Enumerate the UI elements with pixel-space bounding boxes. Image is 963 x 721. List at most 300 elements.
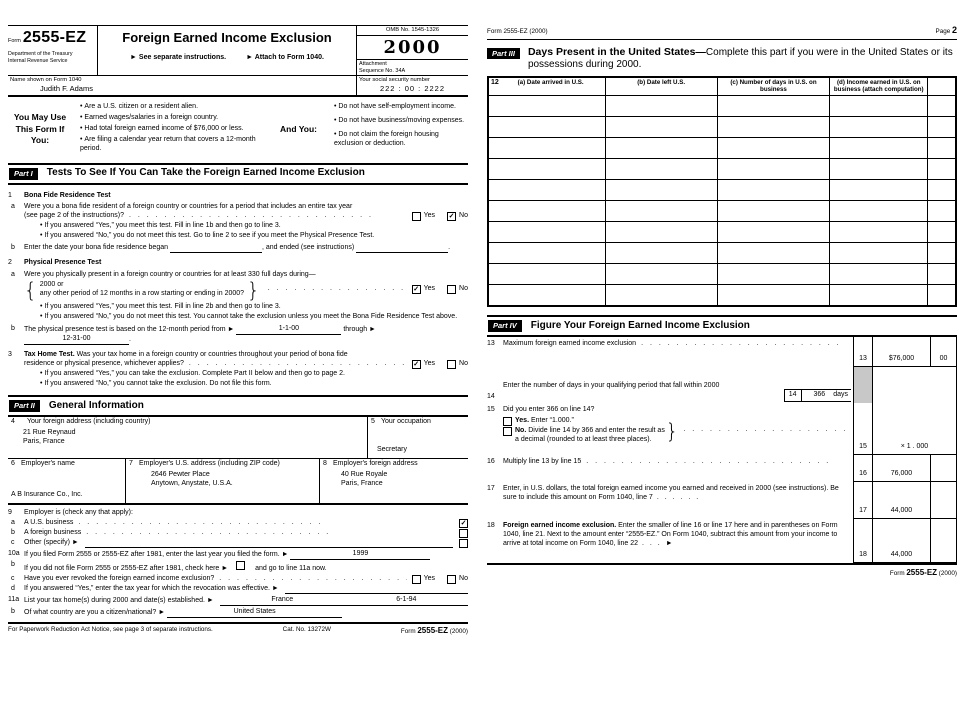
line-14-cents-empty	[930, 367, 957, 403]
line-number: c	[11, 539, 15, 547]
line-11b	[8, 608, 468, 618]
field-1b-ended[interactable]	[356, 244, 451, 253]
line-2a-yesno	[412, 285, 468, 294]
see-instructions-note: ► See separate instructions.	[130, 53, 227, 61]
yes-label: Yes	[423, 285, 436, 293]
part1-badge: Part I	[9, 168, 38, 180]
catalog-number: Cat. No. 13272W	[282, 625, 331, 633]
days-table-cell[interactable]	[717, 96, 829, 117]
form-page-2	[487, 25, 957, 578]
days-table-cell[interactable]	[830, 201, 928, 222]
line-2	[8, 259, 468, 268]
field-6-employer-name[interactable]	[8, 459, 126, 503]
line-13-text: Maximum foreign earned income exclusion	[503, 340, 637, 348]
days-table-cell[interactable]	[830, 117, 928, 138]
line-14-days-unit: days	[833, 391, 848, 399]
days-table-cell[interactable]	[717, 138, 829, 159]
field-number: 5	[371, 417, 375, 425]
days-table-cell[interactable]	[928, 96, 956, 117]
days-table-row[interactable]	[488, 96, 956, 117]
days-table-row[interactable]	[488, 201, 956, 222]
days-table-row[interactable]	[488, 243, 956, 264]
line-10c-yesno	[412, 575, 468, 584]
close-brace: }	[247, 277, 260, 302]
address-occupation-row	[8, 417, 468, 459]
dotted-leader	[219, 575, 406, 584]
days-table-row[interactable]	[488, 117, 956, 138]
name-field[interactable]	[8, 76, 356, 95]
header-text: (a) Date arrived in U.S.	[517, 78, 584, 86]
line-number: 11a	[8, 596, 20, 604]
days-table-cell[interactable]	[830, 243, 928, 264]
option-line: any other period of 12 months in a row starting or ending in 2000?	[39, 289, 245, 297]
dotted-leader	[189, 360, 407, 369]
line-14-amount-empty	[873, 367, 930, 403]
attachment-sequence	[357, 59, 468, 75]
line-number: 13	[487, 340, 495, 348]
form-page-1	[8, 25, 468, 636]
option-line: 2000 or	[39, 280, 64, 288]
line-number: 10a	[8, 550, 20, 558]
line-1b-text: Enter the date your bona fide residence began	[24, 244, 168, 252]
page1-footer	[8, 622, 468, 636]
field-8-value-line2[interactable]: Paris, France	[341, 479, 383, 487]
line-11a-text: List your tax home(s) during 2000 and date(s) established. ►	[24, 597, 214, 605]
days-table-cell[interactable]	[830, 96, 928, 117]
no-label: No	[459, 575, 468, 583]
line-number: b	[11, 561, 15, 569]
field-number: 8	[323, 459, 327, 467]
field-6-value[interactable]: A B Insurance Co., Inc.	[11, 490, 83, 498]
line-10b	[8, 561, 468, 574]
line-9c	[8, 539, 468, 548]
days-table-cell[interactable]	[605, 264, 717, 285]
field-number: 6	[11, 459, 15, 467]
line-13-box: 13	[853, 337, 873, 367]
field-5-value[interactable]: Secretary	[377, 445, 407, 453]
line-17-cents[interactable]	[930, 482, 957, 519]
form-id-block	[8, 26, 98, 75]
employer-row	[8, 459, 468, 505]
page2-footer	[487, 568, 957, 578]
line-10a-body	[24, 550, 468, 560]
line-1a-yesno	[412, 212, 468, 221]
checkbox-9a[interactable]: ✓	[460, 520, 467, 528]
days-table-cell[interactable]	[717, 285, 829, 307]
line-9b-text: A foreign business	[24, 529, 82, 537]
line-number: 2	[8, 259, 12, 267]
days-table-header-row	[488, 77, 956, 96]
days-table-cell[interactable]	[605, 201, 717, 222]
days-table-cell[interactable]	[830, 285, 928, 307]
line-14-days-value[interactable]: 366	[813, 391, 826, 399]
line-10d-text: If you answered “Yes,” enter the tax year for which the revocation was effective. ►	[24, 585, 279, 593]
line-14-text: Enter the number of days in your qualifying period that fall within 2000	[503, 381, 720, 389]
arrow-icon: ►	[665, 540, 673, 548]
yes-label: Yes	[423, 575, 436, 583]
paperwork-notice: For Paperwork Reduction Act Notice, see page 3 of separate instructions.	[8, 625, 213, 633]
days-present-table	[487, 76, 957, 308]
line-13	[487, 337, 957, 367]
line-number: 18	[487, 522, 495, 530]
and-you-label: And You:	[280, 124, 317, 134]
days-table-cell[interactable]	[717, 117, 829, 138]
line-2b-text: The physical presence test is based on the 12-month period from ►	[24, 326, 235, 334]
line-16	[487, 455, 957, 482]
no-label: No	[459, 360, 468, 368]
days-table-cell[interactable]	[488, 264, 605, 285]
days-table-cell[interactable]	[830, 180, 928, 201]
eligibility-bullet: • Do not claim the foreign housing exclusion or deduction.	[334, 131, 468, 149]
days-table-cell[interactable]	[488, 159, 605, 180]
line-3	[8, 351, 468, 390]
line-3-answer-row	[24, 360, 468, 369]
checkbox-10b[interactable]	[236, 561, 245, 570]
days-table-row[interactable]	[488, 180, 956, 201]
name-value[interactable]: Judith F. Adams	[40, 84, 93, 94]
days-table-row[interactable]	[488, 222, 956, 243]
days-table-cell[interactable]	[605, 138, 717, 159]
days-table-cell[interactable]	[605, 96, 717, 117]
no-label: No	[459, 285, 468, 293]
checkbox-2a-yes[interactable]: ✓	[413, 286, 420, 294]
line-15-no-option	[503, 427, 666, 445]
line-17-amount[interactable]: 44,000	[873, 482, 930, 519]
field-9c-other[interactable]	[85, 539, 453, 548]
line-13-cents[interactable]: 00	[930, 337, 957, 367]
part4-lines	[487, 337, 957, 565]
note: • If you answered “No,” you do not meet this test. You cannot take the exclusion unless you meet the Bona Fide Residence Test above.	[40, 313, 468, 322]
line-1a-body	[24, 203, 468, 242]
field-5-occupation[interactable]	[368, 417, 468, 458]
line-10b-text: If you did not file Form 2555 or 2555-EZ after 1981, check here ►	[24, 565, 229, 573]
line-18-text-cell	[487, 519, 853, 563]
field-6-label	[11, 460, 122, 469]
sequence-label: Sequence No. 34A	[359, 67, 406, 74]
days-table-cell[interactable]	[717, 243, 829, 264]
line-15-text: Did you enter 366 on line 14?	[503, 406, 595, 414]
line-2a-text: Were you physically present in a foreign country or countries for at least 330 full days during—	[24, 270, 316, 278]
line-11b-text: Of what country are you a citizen/national? ►	[24, 609, 166, 617]
line-1	[8, 192, 468, 201]
days-table-row[interactable]	[488, 138, 956, 159]
checkbox-3-yes[interactable]: ✓	[413, 361, 420, 369]
part1-title: Tests To See If You Can Take the Foreign Earned Income Exclusion	[46, 167, 365, 179]
line-2a	[8, 271, 468, 323]
page2-header	[487, 25, 957, 40]
name-label: Name shown on Form 1040	[10, 77, 82, 84]
label-text: Employer's name	[21, 459, 75, 467]
field-5-label	[371, 418, 465, 427]
footer-form-label: Form	[400, 627, 416, 635]
days-table-cell[interactable]	[488, 96, 605, 117]
eligibility-bullet: • Earned wages/salaries in a foreign country.	[80, 114, 272, 123]
line-3-body	[24, 351, 468, 390]
line-17-text-cell	[487, 482, 853, 519]
days-table-cell[interactable]	[488, 222, 605, 243]
part4-badge: Part IV	[488, 320, 522, 332]
field-4-value-line2[interactable]: Paris, France	[23, 437, 65, 445]
line-number: 9	[8, 508, 12, 516]
page2-page-indicator	[936, 25, 957, 37]
days-table-row[interactable]	[488, 285, 956, 307]
line-14-entry-box[interactable]	[784, 389, 851, 402]
days-table-row[interactable]	[488, 264, 956, 285]
line-9c-body	[24, 539, 468, 548]
ssn-value[interactable]: 222 : 00 : 2222	[379, 84, 446, 94]
days-table-cell[interactable]	[488, 285, 605, 307]
line-number: 16	[487, 458, 495, 466]
line-13-amount[interactable]: $76,000	[873, 337, 930, 367]
field-11a-country[interactable]: France	[271, 596, 294, 604]
part1-bar	[8, 163, 468, 185]
line-10b-suffix: and go to line 11a now.	[255, 565, 327, 573]
line-10d-body	[24, 585, 468, 594]
line-10a-text: If you filed Form 2555 or 2555-EZ after 1981, enter the last year you filed the form. ►	[24, 551, 289, 559]
field-2b-to[interactable]: 12-31-00	[24, 335, 129, 345]
days-table-cell[interactable]	[717, 159, 829, 180]
line-16-text: Multiply line 13 by line 15	[503, 458, 582, 466]
checkbox-1a-no[interactable]: ✓	[448, 213, 455, 221]
days-table-body	[488, 96, 956, 307]
line-16-amount[interactable]: 76,000	[873, 455, 930, 482]
days-table-cell[interactable]	[488, 201, 605, 222]
line-number: a	[11, 203, 15, 211]
days-table-cell[interactable]	[488, 243, 605, 264]
part3-header	[487, 46, 957, 72]
title-block	[98, 26, 356, 75]
days-table-cell[interactable]	[928, 222, 956, 243]
omb-number: OMB No. 1545-1326	[357, 26, 468, 36]
checkbox-15-yes[interactable]	[503, 417, 512, 426]
dotted-leader	[129, 212, 407, 221]
line-17-text-main: Enter, in U.S. dollars, the total foreign earned income you earned and received in 2000 (see instructions). Be sure to include this amount on Form 1040, line 7	[503, 485, 839, 502]
dotted-leader	[641, 340, 846, 366]
line-1a-text: Were you a bona fide resident of a foreign country or countries for a period that includes an entire tax year	[24, 203, 353, 211]
line-10a	[8, 550, 468, 560]
field-8-label	[323, 460, 465, 469]
form-header	[8, 25, 468, 97]
line-1b-body	[24, 244, 468, 253]
line-number: b	[11, 244, 15, 252]
line-number: a	[11, 519, 15, 527]
ssn-label: Your social security number	[359, 77, 430, 84]
days-table-cell[interactable]	[605, 222, 717, 243]
field-2b-from[interactable]: 1-1-00	[236, 325, 341, 335]
days-table-cell[interactable]	[830, 159, 928, 180]
field-number: 4	[11, 417, 15, 425]
field-number: 7	[129, 459, 133, 467]
line-18-text	[503, 522, 851, 562]
days-table-cell[interactable]	[830, 264, 928, 285]
agency-block	[8, 51, 95, 64]
line-number: 14	[487, 393, 495, 401]
line-2a-body	[24, 271, 468, 323]
field-11b-citizenship[interactable]: United States	[167, 608, 342, 618]
field-8-foreign-address[interactable]	[320, 459, 468, 503]
line-10b-body	[24, 561, 468, 574]
days-table-row[interactable]	[488, 159, 956, 180]
eligibility-bullet: • Had total foreign earned income of $76,000 or less.	[80, 125, 272, 134]
line-14-text-cell	[487, 367, 853, 403]
checkbox-10c-yes[interactable]	[412, 575, 421, 584]
days-table-cell[interactable]	[488, 117, 605, 138]
checkbox-9b[interactable]	[459, 529, 468, 538]
line-2b-body	[24, 325, 468, 345]
days-table-cell[interactable]	[928, 159, 956, 180]
checkbox-1a-yes[interactable]	[412, 212, 421, 221]
line-18-amount[interactable]: 44,000	[873, 519, 930, 563]
days-table-cell[interactable]	[605, 117, 717, 138]
days-table-cell[interactable]	[717, 264, 829, 285]
line-number: a	[11, 270, 15, 278]
field-4-foreign-address[interactable]	[8, 417, 368, 458]
label-text: Employer's U.S. address (including ZIP code)	[139, 459, 280, 467]
eligibility-left-list	[80, 103, 272, 156]
days-table-cell[interactable]	[928, 243, 956, 264]
line-16-text-cell	[487, 455, 853, 482]
line-number: b	[11, 529, 15, 537]
footer-form-year: (2000)	[449, 627, 468, 635]
option-lead: Yes.	[515, 416, 530, 424]
field-7-us-address[interactable]	[126, 459, 320, 503]
field-7-value-line1[interactable]: 2646 Pewter Place	[151, 470, 210, 478]
field-10d-year[interactable]	[285, 585, 468, 594]
ssn-field[interactable]	[356, 76, 468, 95]
label-text: Your occupation	[381, 417, 431, 425]
days-table-cell[interactable]	[488, 180, 605, 201]
line-15-text-cell	[487, 403, 853, 455]
checkbox-15-no[interactable]	[503, 427, 512, 436]
field-8-value-line1[interactable]: 40 Rue Royale	[341, 470, 388, 478]
field-1b-began[interactable]	[170, 244, 262, 253]
dotted-leader	[586, 458, 846, 481]
days-table-cell[interactable]	[830, 138, 928, 159]
line-10c-body	[24, 575, 468, 584]
days-table-cell[interactable]	[928, 264, 956, 285]
checkbox-2a-no[interactable]	[447, 285, 456, 294]
line-13-text-cell	[487, 337, 853, 367]
line-17-text	[503, 485, 851, 518]
part4-bar	[487, 315, 957, 337]
line-number: 12	[491, 78, 499, 86]
line-18-lead: Foreign earned income exclusion.	[503, 522, 617, 530]
column-header-date-arrived	[488, 77, 605, 96]
line-3-text1: Was your tax home in a foreign country or countries throughout your period of bona fide	[76, 351, 348, 359]
line-11b-body	[24, 608, 468, 618]
dotted-leader	[86, 529, 454, 538]
line-9-text: Employer is (check any that apply):	[24, 508, 133, 516]
attach-note: ► Attach to Form 1040.	[246, 53, 324, 61]
days-table-cell[interactable]	[605, 285, 717, 307]
field-7-label	[129, 460, 316, 469]
days-table-cell[interactable]	[717, 180, 829, 201]
line-number: 3	[8, 351, 12, 359]
footer-form-label: Form	[889, 569, 905, 577]
eligibility-block	[8, 97, 468, 163]
days-table-cell[interactable]	[605, 180, 717, 201]
line-15-box: 15	[853, 403, 873, 455]
days-table-cell[interactable]	[605, 159, 717, 180]
form-title: Foreign Earned Income Exclusion	[122, 30, 332, 45]
eligibility-bullet: • Do not have business/moving expenses.	[334, 117, 468, 126]
days-table-cell[interactable]	[928, 285, 956, 307]
field-7-value-line2[interactable]: Anytown, Anystate, U.S.A.	[151, 479, 233, 487]
part2-title: General Information	[48, 399, 144, 411]
line-1a-answer-row	[24, 212, 468, 221]
field-11a-date[interactable]: 6-1-94	[396, 596, 417, 604]
line-18-text-main: Enter the smaller of line 16 or line 17 here and in parentheses on Form 1040, line 21. Next to the amount enter “2555-EZ.” On Form 1040, subtract this amount from your income to arrive at total income on Form 1040, line 22	[503, 522, 838, 548]
days-table-cell[interactable]	[717, 222, 829, 243]
line-15-options	[503, 415, 666, 446]
part2-badge: Part II	[9, 400, 40, 412]
line-2-title: Physical Presence Test	[24, 259, 102, 267]
eligibility-bullet: • Are filing a calendar year return that covers a 12-month period.	[80, 136, 272, 154]
days-table-cell[interactable]	[830, 222, 928, 243]
days-table-cell[interactable]	[717, 201, 829, 222]
line-17-box: 17	[853, 482, 873, 519]
label-text: Your foreign address (including country)	[27, 417, 151, 425]
line-17	[487, 482, 957, 519]
option-text: Enter “1.000.”	[530, 416, 574, 424]
line-number: 15	[487, 406, 495, 414]
line-15-amount[interactable]: × 1 . 000	[873, 403, 957, 455]
checkbox-3-no[interactable]	[447, 360, 456, 369]
days-table-cell[interactable]	[488, 138, 605, 159]
dotted-leader	[653, 494, 704, 501]
line-16-cents[interactable]	[930, 455, 957, 482]
field-11a-taxhome[interactable]	[220, 596, 468, 606]
page2-form-id: Form 2555-EZ (2000)	[487, 28, 548, 36]
note: • If you answered “No,” you cannot take the exclusion. Do not file this form.	[40, 380, 468, 389]
column-header-date-left: (b) Date left U.S.	[605, 77, 717, 96]
days-table-cell[interactable]	[928, 138, 956, 159]
line-1a	[8, 203, 468, 242]
checkbox-9c[interactable]	[459, 539, 468, 548]
days-table-cell[interactable]	[928, 180, 956, 201]
line-18-box: 18	[853, 519, 873, 563]
footer-form-number: 2555-EZ	[417, 625, 449, 635]
line-9b-body	[24, 529, 468, 538]
line-15	[487, 403, 957, 455]
form-number: 2555-EZ	[22, 29, 87, 46]
line-18	[487, 519, 957, 563]
dotted-leader	[683, 426, 846, 435]
part2-bar	[8, 395, 468, 417]
days-table-cell[interactable]	[605, 243, 717, 264]
checkbox-10c-no[interactable]	[447, 575, 456, 584]
footer-form-number: 2555-EZ	[906, 567, 938, 577]
line-14-shaded-cell	[853, 367, 873, 403]
form-label: Form	[8, 38, 21, 44]
line-3-notes	[40, 370, 468, 389]
line-9b	[8, 529, 468, 538]
name-ssn-row	[8, 75, 468, 95]
line-11a	[8, 596, 468, 606]
field-4-value-line1[interactable]: 21 Rue Reynaud	[23, 428, 76, 436]
days-table-cell[interactable]	[928, 117, 956, 138]
option-lead: No.	[515, 427, 527, 435]
note: • If you answered “Yes,” you meet this test. Fill in line 1b and then go to line 3.	[40, 222, 468, 231]
line-10d	[8, 585, 468, 594]
field-10a-year[interactable]: 1999	[290, 550, 430, 560]
line-2b-end: .	[129, 336, 131, 344]
days-table-cell[interactable]	[928, 201, 956, 222]
line-18-cents[interactable]	[930, 519, 957, 563]
line-number: b	[11, 325, 15, 333]
column-header-income-business: (d) Income earned in U.S. on business (attach computation)	[830, 77, 928, 96]
line-2a-option-lines	[40, 281, 244, 299]
